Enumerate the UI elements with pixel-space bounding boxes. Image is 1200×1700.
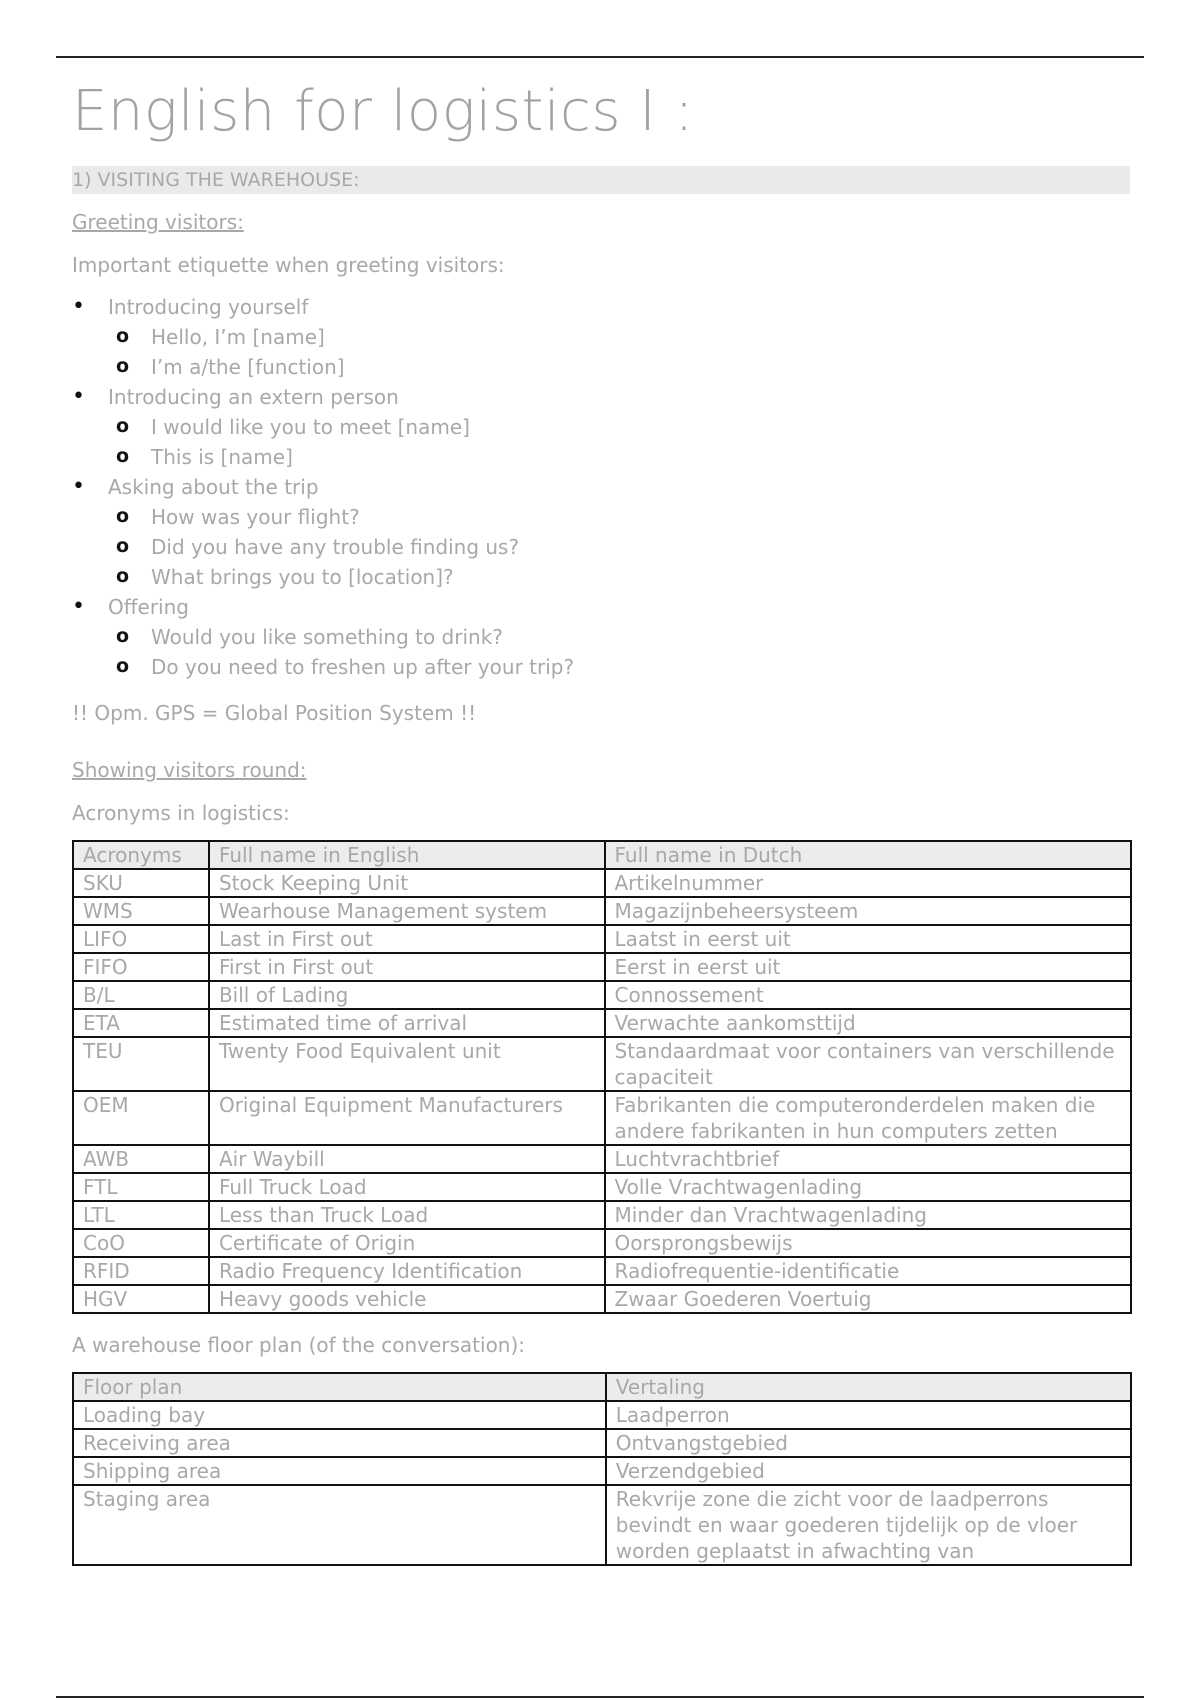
table-cell: Laatst in eerst uit [605,925,1132,953]
table-cell: Staging area [73,1485,606,1565]
table-cell: LTL [73,1201,209,1229]
sub-list-item: o I would like you to meet [name] [72,412,1132,442]
table-cell: Full Truck Load [209,1173,605,1201]
table-cell: Magazijnbeheersysteem [605,897,1132,925]
table-row [73,1145,1131,1173]
table-row [73,1229,1131,1257]
table-cell: B/L [73,981,209,1009]
table-row [73,1173,1131,1201]
table-cell: Volle Vrachtwagenlading [605,1173,1132,1201]
table-cell: Stock Keeping Unit [209,869,605,897]
table-cell: ETA [73,1009,209,1037]
table-header-cell: Full name in English [209,841,605,869]
table-header-cell: Full name in Dutch [605,841,1132,869]
list-item: • Introducing yourself o Hello, I’m [name] o I’m a/the [function] [72,292,1132,382]
sub-list-item: o Do you need to freshen up after your trip? [72,652,1132,682]
greeting-intro: Important etiquette when greeting visitors: [72,253,505,277]
sub-list-item: o I’m a/the [function] [72,352,1132,382]
table-cell: CoO [73,1229,209,1257]
table-header-row [73,841,1131,869]
table-header-cell: Acronyms [73,841,209,869]
greeting-subheading: Greeting visitors: [72,210,244,234]
list-item: • Asking about the trip o How was your flight? o Did you have any trouble finding us? o What brings you to [location]? [72,472,1132,592]
etiquette-list [72,292,1132,682]
bottom-rule [56,1696,1144,1698]
table-cell: Connossement [605,981,1132,1009]
page-title: English for logistics I : [72,79,694,144]
table-cell: LIFO [73,925,209,953]
table-cell: WMS [73,897,209,925]
table-cell: FTL [73,1173,209,1201]
list-item: • Offering o Would you like something to drink? o Do you need to freshen up after your trip? [72,592,1132,682]
table-cell: First in First out [209,953,605,981]
table-cell: Radiofrequentie-identificatie [605,1257,1132,1285]
sub-list-item: o How was your flight? [72,502,1132,532]
table-cell: Eerst in eerst uit [605,953,1132,981]
table-cell: HGV [73,1285,209,1313]
table-cell: Standaardmaat voor containers van verschillende capaciteit [605,1037,1132,1091]
table-row [73,869,1131,897]
showing-subheading: Showing visitors round: [72,758,307,782]
table-row [73,1457,1131,1485]
table-row [73,981,1131,1009]
table-cell: Receiving area [73,1429,606,1457]
sub-list-item: o Would you like something to drink? [72,622,1132,652]
table-row [73,953,1131,981]
table-cell: Laadperron [606,1401,1131,1429]
table-row [73,1401,1131,1429]
table-row [73,1485,1131,1565]
table-cell: RFID [73,1257,209,1285]
list-item: • Introducing an extern person o I would like you to meet [name] o This is [name] [72,382,1132,472]
table-cell: Fabrikanten die computeronderdelen maken die andere fabrikanten in hun computers zetten [605,1091,1132,1145]
sub-list-item: o Hello, I’m [name] [72,322,1132,352]
table-cell: TEU [73,1037,209,1091]
floor-plan-table [72,1372,1132,1566]
table-cell: Original Equipment Manufacturers [209,1091,605,1145]
section-heading: 1) VISITING THE WAREHOUSE: [72,166,1130,194]
top-rule [56,56,1144,58]
table-cell: Twenty Food Equivalent unit [209,1037,605,1091]
table-header-cell: Vertaling [606,1373,1131,1401]
table-row [73,925,1131,953]
sub-list-item: o What brings you to [location]? [72,562,1132,592]
table-cell: Minder dan Vrachtwagenlading [605,1201,1132,1229]
table-row [73,1037,1131,1091]
table-cell: Last in First out [209,925,605,953]
table-cell: Shipping area [73,1457,606,1485]
table-cell: Estimated time of arrival [209,1009,605,1037]
table-row [73,1009,1131,1037]
acronyms-table [72,840,1132,1314]
acronyms-intro: Acronyms in logistics: [72,801,290,825]
table-cell: Zwaar Goederen Voertuig [605,1285,1132,1313]
table-cell: Artikelnummer [605,869,1132,897]
table-cell: Verzendgebied [606,1457,1131,1485]
table-cell: Verwachte aankomsttijd [605,1009,1132,1037]
table-row [73,897,1131,925]
table-cell: Oorsprongsbewijs [605,1229,1132,1257]
table-cell: Bill of Lading [209,981,605,1009]
table-header-row [73,1373,1131,1401]
table-row [73,1091,1131,1145]
table-cell: Heavy goods vehicle [209,1285,605,1313]
table-cell: Radio Frequency Identification [209,1257,605,1285]
table-row [73,1257,1131,1285]
table-cell: OEM [73,1091,209,1145]
sub-list-item: o This is [name] [72,442,1132,472]
document-body [72,72,1132,1566]
table-cell: AWB [73,1145,209,1173]
table-cell: Loading bay [73,1401,606,1429]
sub-list-item: o Did you have any trouble finding us? [72,532,1132,562]
table-cell: Air Waybill [209,1145,605,1173]
table-row [73,1201,1131,1229]
table-row [73,1285,1131,1313]
table-cell: Less than Truck Load [209,1201,605,1229]
table-cell: Rekvrije zone die zicht voor de laadperrons bevindt en waar goederen tijdelijk op de vloer worden geplaatst in afwachting van [606,1485,1131,1565]
table-cell: Wearhouse Management system [209,897,605,925]
table-cell: FIFO [73,953,209,981]
table-cell: Certificate of Origin [209,1229,605,1257]
table-header-cell: Floor plan [73,1373,606,1401]
table-row [73,1429,1131,1457]
floor-plan-intro: A warehouse floor plan (of the conversation): [72,1333,526,1357]
table-cell: SKU [73,869,209,897]
gps-note: !! Opm. GPS = Global Position System !! [72,701,477,725]
table-cell: Luchtvrachtbrief [605,1145,1132,1173]
table-cell: Ontvangstgebied [606,1429,1131,1457]
